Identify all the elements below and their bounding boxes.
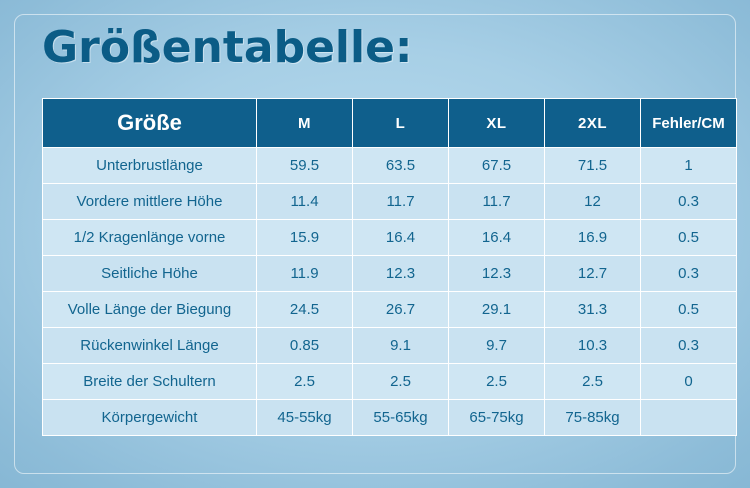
table-body <box>43 148 737 436</box>
cell-value: 55-65kg <box>353 400 449 436</box>
cell-value: 29.1 <box>449 292 545 328</box>
cell-value: 2.5 <box>257 364 353 400</box>
size-table <box>42 98 737 436</box>
column-header-m: M <box>257 99 353 148</box>
cell-value: 45-55kg <box>257 400 353 436</box>
cell-value: 2.5 <box>353 364 449 400</box>
cell-value: 12.3 <box>353 256 449 292</box>
cell-value: 12 <box>545 184 641 220</box>
size-table-container <box>42 98 725 436</box>
cell-value: 12.7 <box>545 256 641 292</box>
cell-value: 0 <box>641 364 737 400</box>
row-label: Vordere mittlere Höhe <box>43 184 257 220</box>
table-row <box>43 220 737 256</box>
table-header <box>43 99 737 148</box>
cell-value: 2.5 <box>545 364 641 400</box>
table-row <box>43 184 737 220</box>
cell-value: 9.1 <box>353 328 449 364</box>
cell-value: 16.4 <box>449 220 545 256</box>
cell-value: 75-85kg <box>545 400 641 436</box>
cell-value: 0.3 <box>641 328 737 364</box>
cell-value: 67.5 <box>449 148 545 184</box>
cell-value: 71.5 <box>545 148 641 184</box>
cell-value: 16.4 <box>353 220 449 256</box>
cell-value: 26.7 <box>353 292 449 328</box>
column-header-l: L <box>353 99 449 148</box>
row-label: Volle Länge der Biegung <box>43 292 257 328</box>
cell-value: 0.5 <box>641 292 737 328</box>
column-header-size: Größe <box>43 99 257 148</box>
cell-value: 0.3 <box>641 256 737 292</box>
cell-value: 11.7 <box>449 184 545 220</box>
cell-value: 24.5 <box>257 292 353 328</box>
column-header-2xl: 2XL <box>545 99 641 148</box>
row-label: Seitliche Höhe <box>43 256 257 292</box>
table-row <box>43 256 737 292</box>
column-header-tolerance: Fehler/CM <box>641 99 737 148</box>
cell-value: 11.9 <box>257 256 353 292</box>
table-row <box>43 148 737 184</box>
cell-value: 9.7 <box>449 328 545 364</box>
column-header-xl: XL <box>449 99 545 148</box>
cell-value: 12.3 <box>449 256 545 292</box>
cell-value <box>641 400 737 436</box>
cell-value: 31.3 <box>545 292 641 328</box>
row-label: Unterbrustlänge <box>43 148 257 184</box>
cell-value: 16.9 <box>545 220 641 256</box>
cell-value: 0.85 <box>257 328 353 364</box>
cell-value: 10.3 <box>545 328 641 364</box>
table-row <box>43 292 737 328</box>
cell-value: 2.5 <box>449 364 545 400</box>
table-row <box>43 400 737 436</box>
row-label: Rückenwinkel Länge <box>43 328 257 364</box>
cell-value: 0.5 <box>641 220 737 256</box>
page-title: Größentabelle: <box>42 22 413 73</box>
row-label: 1/2 Kragenlänge vorne <box>43 220 257 256</box>
cell-value: 11.4 <box>257 184 353 220</box>
row-label: Breite der Schultern <box>43 364 257 400</box>
cell-value: 11.7 <box>353 184 449 220</box>
cell-value: 59.5 <box>257 148 353 184</box>
cell-value: 63.5 <box>353 148 449 184</box>
cell-value: 0.3 <box>641 184 737 220</box>
cell-value: 65-75kg <box>449 400 545 436</box>
table-row <box>43 328 737 364</box>
table-row <box>43 364 737 400</box>
cell-value: 1 <box>641 148 737 184</box>
cell-value: 15.9 <box>257 220 353 256</box>
table-header-row <box>43 99 737 148</box>
row-label: Körpergewicht <box>43 400 257 436</box>
